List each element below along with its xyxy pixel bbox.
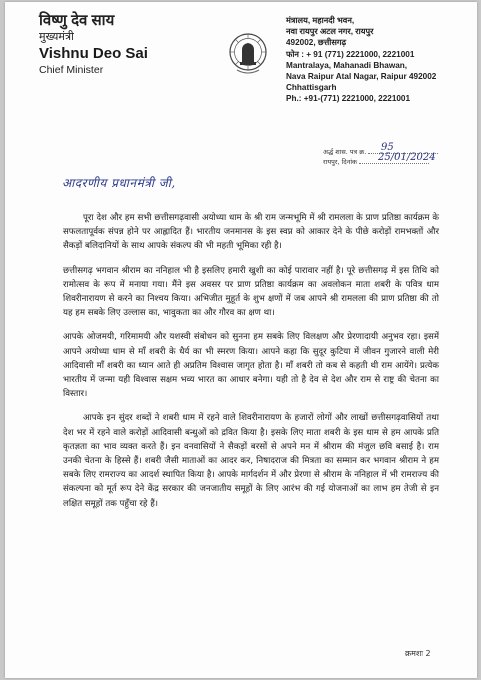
- body-paragraph: पूरा देश और हम सभी छत्तीसगढ़वासी अयोध्या धाम के श्री राम जन्मभूमि में श्री रामलला के प्राण प्रतिष्ठा कार्यक्रम के सफलतापूर्वक संपन्न होने पर आह्लादित हैं। भारतीय जनमानस के इस स्वप्न को आकार देने के पीछे करोड़ों रामभक्तों और सैकड़ों बलिदानियों के साथ आपके संकल्प की भी महती भूमिका रही है।: [63, 213, 439, 252]
- sender-name-english: Vishnu Deo Sai: [39, 45, 148, 62]
- address-block: [286, 15, 474, 105]
- letter-page: [5, 2, 477, 678]
- body-paragraph: आपके इन सुंदर शब्दों ने शबरी धाम में रहने वाले शिवरीनारायण के हजारों लोगों और लाखों छत्तीसगढ़वासियों तथा देश भर में रहने वाले करोड़ों आदिवासी बन्धुओं को द्रवित किया है। इसके लिए माता शबरी के इस धाम से हम आपके प्रति कृतज्ञता का भाव व्यक्त करते हैं। इन वनवासियों ने सैकड़ों बरसों से अपने मन में श्रीराम की मंजुल छवि बसाई है। राम उनकी चेतना के हिस्से हैं। शबरी जैसी माताओं का आदर कर, निषादराज की मित्रता का सम्मान कर भगवान श्रीराम ने हम सबके लिए रामराज्य का आदर्श स्थापित किया है। आपके मार्गदर्शन में और प्रेरणा से श्रीराम के ननिहाल में भी रामराज्य की संकल्पना को मूर्त रूप देने केंद्र सरकार की जनजातीय समूहों के लिए आरंभ की गई योजनाओं का लाभ हम तेजी से इन लक्षित समूहों तक पहुँचा रहे हैं।: [63, 413, 439, 509]
- salutation: आदरणीय प्रधानमंत्री जी,: [62, 176, 176, 190]
- body-paragraph: आपके ओजमयी, गरिमामयी और यशस्वी संबोधन को सुनना हम सबके लिए विलक्षण और प्रेरणादायी अनुभव रहा। इसमें आपने अयोध्या धाम से माँ शबरी के धैर्य का भी स्मरण किया। आपने कहा कि सुदूर कुटिया में जीवन गुजारने वाली मेरी आदिवासी माँ शबरी का ध्यान आते ही अप्रतिम विश्वास जागृत होता है। माँ शबरी तो कब से कहती थी राम आयेंगे। प्रत्येक भारतीय में जन्मा यही विश्वास सक्षम भव्य भारत का आधार बनेगा। यही तो है देव से देश और राम से राष्ट्र की चेतना का विस्तार।: [63, 332, 439, 400]
- address-line: Nava Raipur Atal Nagar, Raipur 492002: [286, 72, 437, 82]
- sender-name-hindi: विष्णु देव साय: [39, 12, 115, 29]
- date-label: रायपुर, दिनांक: [323, 158, 358, 166]
- sender-title-english: Chief Minister: [39, 64, 104, 76]
- address-line: मंत्रालय, महानदी भवन,: [286, 16, 355, 25]
- state-emblem-icon: [228, 32, 268, 76]
- sender-title-hindi: मुख्यमंत्री: [39, 31, 74, 43]
- letter-body: [63, 211, 439, 521]
- letter-number-label: अर्द्ध शास. पत्र क्र.: [323, 148, 367, 156]
- letter-number-value: 95: [381, 142, 394, 153]
- address-line: फोन : + 91 (771) 2221000, 2221001: [286, 49, 415, 59]
- sender-block: [39, 12, 209, 77]
- reference-block: [323, 142, 438, 166]
- address-line: Ph.: +91-(771) 2221000, 2221001: [286, 94, 411, 104]
- date-value: 25/01/2024: [378, 152, 436, 163]
- continued-marker: क्रमशः 2: [405, 649, 431, 658]
- address-line: Mantralaya, Mahanadi Bhawan,: [286, 60, 408, 70]
- address-line: Chhattisgarh: [286, 83, 337, 93]
- body-paragraph: छत्तीसगढ़ भगवान श्रीराम का ननिहाल भी है इसलिए हमारी खुशी का कोई पारावार नहीं है। पूरे छत्तीसगढ़ में इस तिथि को रामोत्सव के रूप में मनाया गया। मैंने इस अवसर पर प्राण प्रतिष्ठा कार्यक्रम का अवलोकन माता शबरी के पवित्र धाम शिवरीनारायण से करने का निश्चय किया। अभिजीत मुहूर्त के शुभ क्षणों में जब आपने श्री रामलला की प्राण प्रतिष्ठा की तो यह हम सबके लिए उल्लास का, भावुकता का और गौरव का क्षण था।: [63, 265, 439, 319]
- address-line: 492002, छत्तीसगढ़: [286, 38, 347, 48]
- address-line: नवा रायपुर अटल नगर, रायपुर: [286, 27, 374, 37]
